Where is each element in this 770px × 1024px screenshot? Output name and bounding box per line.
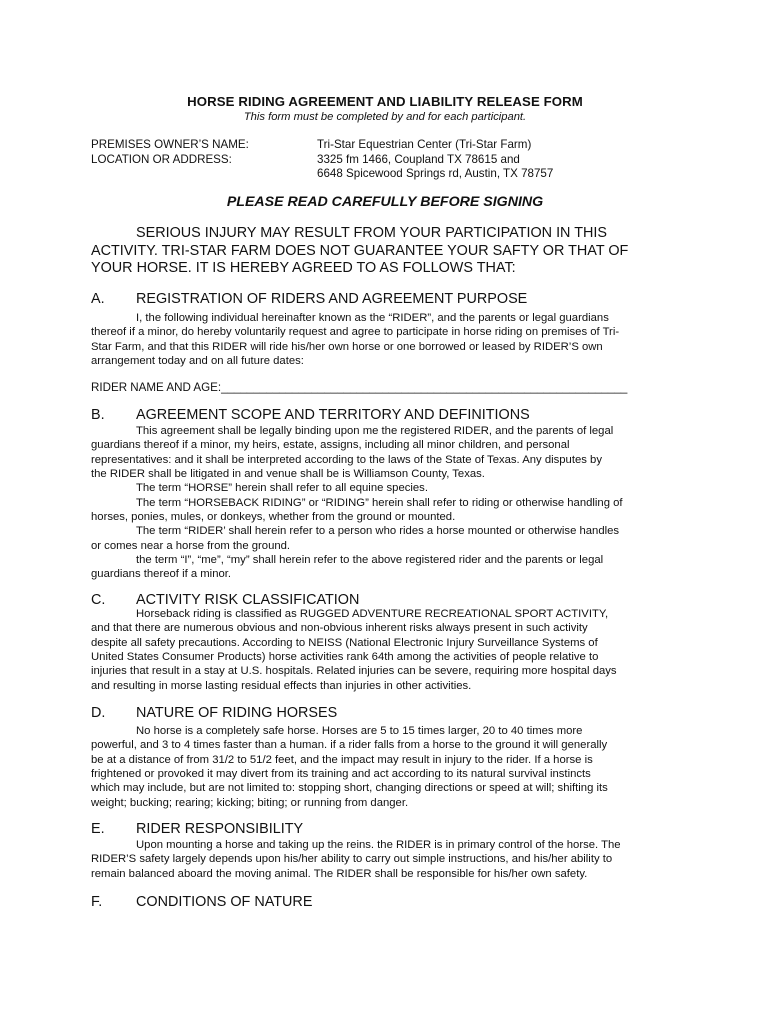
text-line: guardians thereof if a minor. [91,568,232,581]
text-line: Horseback riding is classified as RUGGED ADVENTURE RECREATIONAL SPORT ACTIVITY, [136,608,609,620]
location-label: LOCATION OR ADDRESS: [91,152,232,166]
text-line: RIDER’S safety largely depends upon his/her ability to carry out simple instructions, and his/her ability to [91,853,613,866]
section-e-heading [91,821,303,837]
text-line: Star Farm, and that this RIDER will ride his/her own horse or one borrowed or leased by RIDER’S own [91,340,603,353]
text-line: the term “I”, “me”, “my” shall herein refer to the above registered rider and the parents or legal [136,554,604,567]
text-line: The term “HORSEBACK RIDING” or “RIDING” herein shall refer to riding or otherwise handling of [136,496,623,509]
section-c-heading [91,592,359,608]
text-line: I, the following individual hereinafter known as the “RIDER”, and the parents or legal guardians [136,312,609,324]
text-line: frightened or provoked it may divert from its training and act according to its natural survival instincts [91,768,591,781]
serious-injury-notice [91,225,681,278]
text-line: be at a distance of from 31/2 to 51/2 feet, and the impact may result in injury to the rider. If a horse is [91,753,593,766]
text-line: arrangement today and on all future dates: [91,355,304,368]
text-line: horses, ponies, mules, or donkeys, whether from the ground or mounted. [91,511,456,524]
read-carefully-warning: PLEASE READ CAREFULLY BEFORE SIGNING [226,194,544,210]
text-line: and that there are numerous obvious and non-obvious inherent risks always present in such activity [91,622,588,635]
text-line: injuries that result in a stay at U.S. hospitals. Related injuries can be severe, requiring more hospital days [91,665,617,678]
section-f-heading [91,894,312,910]
section-title: RIDER RESPONSIBILITY [136,821,304,837]
section-title: NATURE OF RIDING HORSES [136,705,338,721]
section-e-body [91,838,691,881]
serious-line-3: YOUR HORSE. IT IS HEREBY AGREED TO AS FOLLOWS THAT: [91,260,516,276]
text-line: United States Consumer Products) horse activities rank 64th among the activities of people relative to [91,651,599,664]
section-letter: D. [91,705,106,721]
text-line: despite all safety precautions. According to NEISS (National Electronic Injury Surveillance Systems of [91,636,598,649]
address-line-2: 6648 Spicewood Springs rd, Austin, TX 78757 [317,167,554,180]
text-line: The term “HORSE” herein shall refer to all equine species. [136,482,428,495]
section-title: REGISTRATION OF RIDERS AND AGREEMENT PURPOSE [136,291,528,307]
text-line: thereof if a minor, do hereby voluntarily request and agree to participate in horse riding on premises of Tri- [91,326,620,339]
text-line: weight; bucking; rearing; kicking; biting; or running from danger. [91,796,409,809]
section-d-body [91,724,691,810]
text-line: No horse is a completely safe horse. Horses are 5 to 15 times larger, 20 to 40 times more [136,725,583,737]
section-title: AGREEMENT SCOPE AND TERRITORY AND DEFINITIONS [136,407,530,423]
text-line: or comes near a horse from the ground. [91,539,291,552]
text-line: This agreement shall be legally binding upon me the registered RIDER, and the parents of legal [136,425,614,437]
text-line: the RIDER shall be litigated in and venue shall be is Williamson County, Texas. [91,468,485,481]
section-letter: E. [91,821,105,837]
section-title: CONDITIONS OF NATURE [136,894,313,910]
section-title: ACTIVITY RISK CLASSIFICATION [136,592,360,608]
section-letter: A. [91,291,105,307]
text-line: remain balanced aboard the moving animal. The RIDER shall be responsible for his/her own safety. [91,867,588,880]
section-letter: C. [91,592,106,608]
document-title: HORSE RIDING AGREEMENT AND LIABILITY RELEASE FORM [187,94,583,109]
section-b-heading [91,407,530,423]
document-subtitle: This form must be completed by and for each participant. [243,111,527,123]
text-line: The term “RIDER’ shall herein refer to a person who rides a horse mounted or otherwise handles [136,525,620,538]
serious-line-1: SERIOUS INJURY MAY RESULT FROM YOUR PARTICIPATION IN THIS [136,225,607,241]
rider-name-age-field[interactable]: RIDER NAME AND AGE:_______________________________________________________________ [91,381,628,394]
address-line-1: 3325 fm 1466, Coupland TX 78615 and [317,152,520,166]
section-a-body [91,311,691,368]
section-letter: B. [91,407,105,423]
owner-label: PREMISES OWNER’S NAME: [91,138,249,151]
serious-line-2: ACTIVITY. TRI-STAR FARM DOES NOT GUARANTEE YOUR SAFTY OR THAT OF [91,242,629,259]
section-letter: F. [91,894,103,910]
owner-value: Tri-Star Equestrian Center (Tri-Star Farm) [317,138,532,151]
text-line: which may include, but are not limited to: stopping short, changing directions or speed at will; shifting its [91,782,608,795]
text-line: guardians thereof if a minor, my heirs, estate, assigns, including all minor children, and personal [91,439,570,452]
section-b-body [91,424,691,582]
section-a-heading [91,291,527,307]
text-line: Upon mounting a horse and taking up the reins. the RIDER is in primary control of the horse. The [136,839,621,851]
section-c-body [91,607,691,693]
text-line: representatives: and it shall be interpreted according to the laws of the State of Texas. Any disputes by [91,453,602,466]
text-line: powerful, and 3 to 4 times faster than a human. if a rider falls from a horse to the ground it will generally [91,739,608,752]
text-line: and resulting in morse lasting residual effects than injuries in other activities. [91,679,472,692]
section-d-heading [91,705,337,721]
